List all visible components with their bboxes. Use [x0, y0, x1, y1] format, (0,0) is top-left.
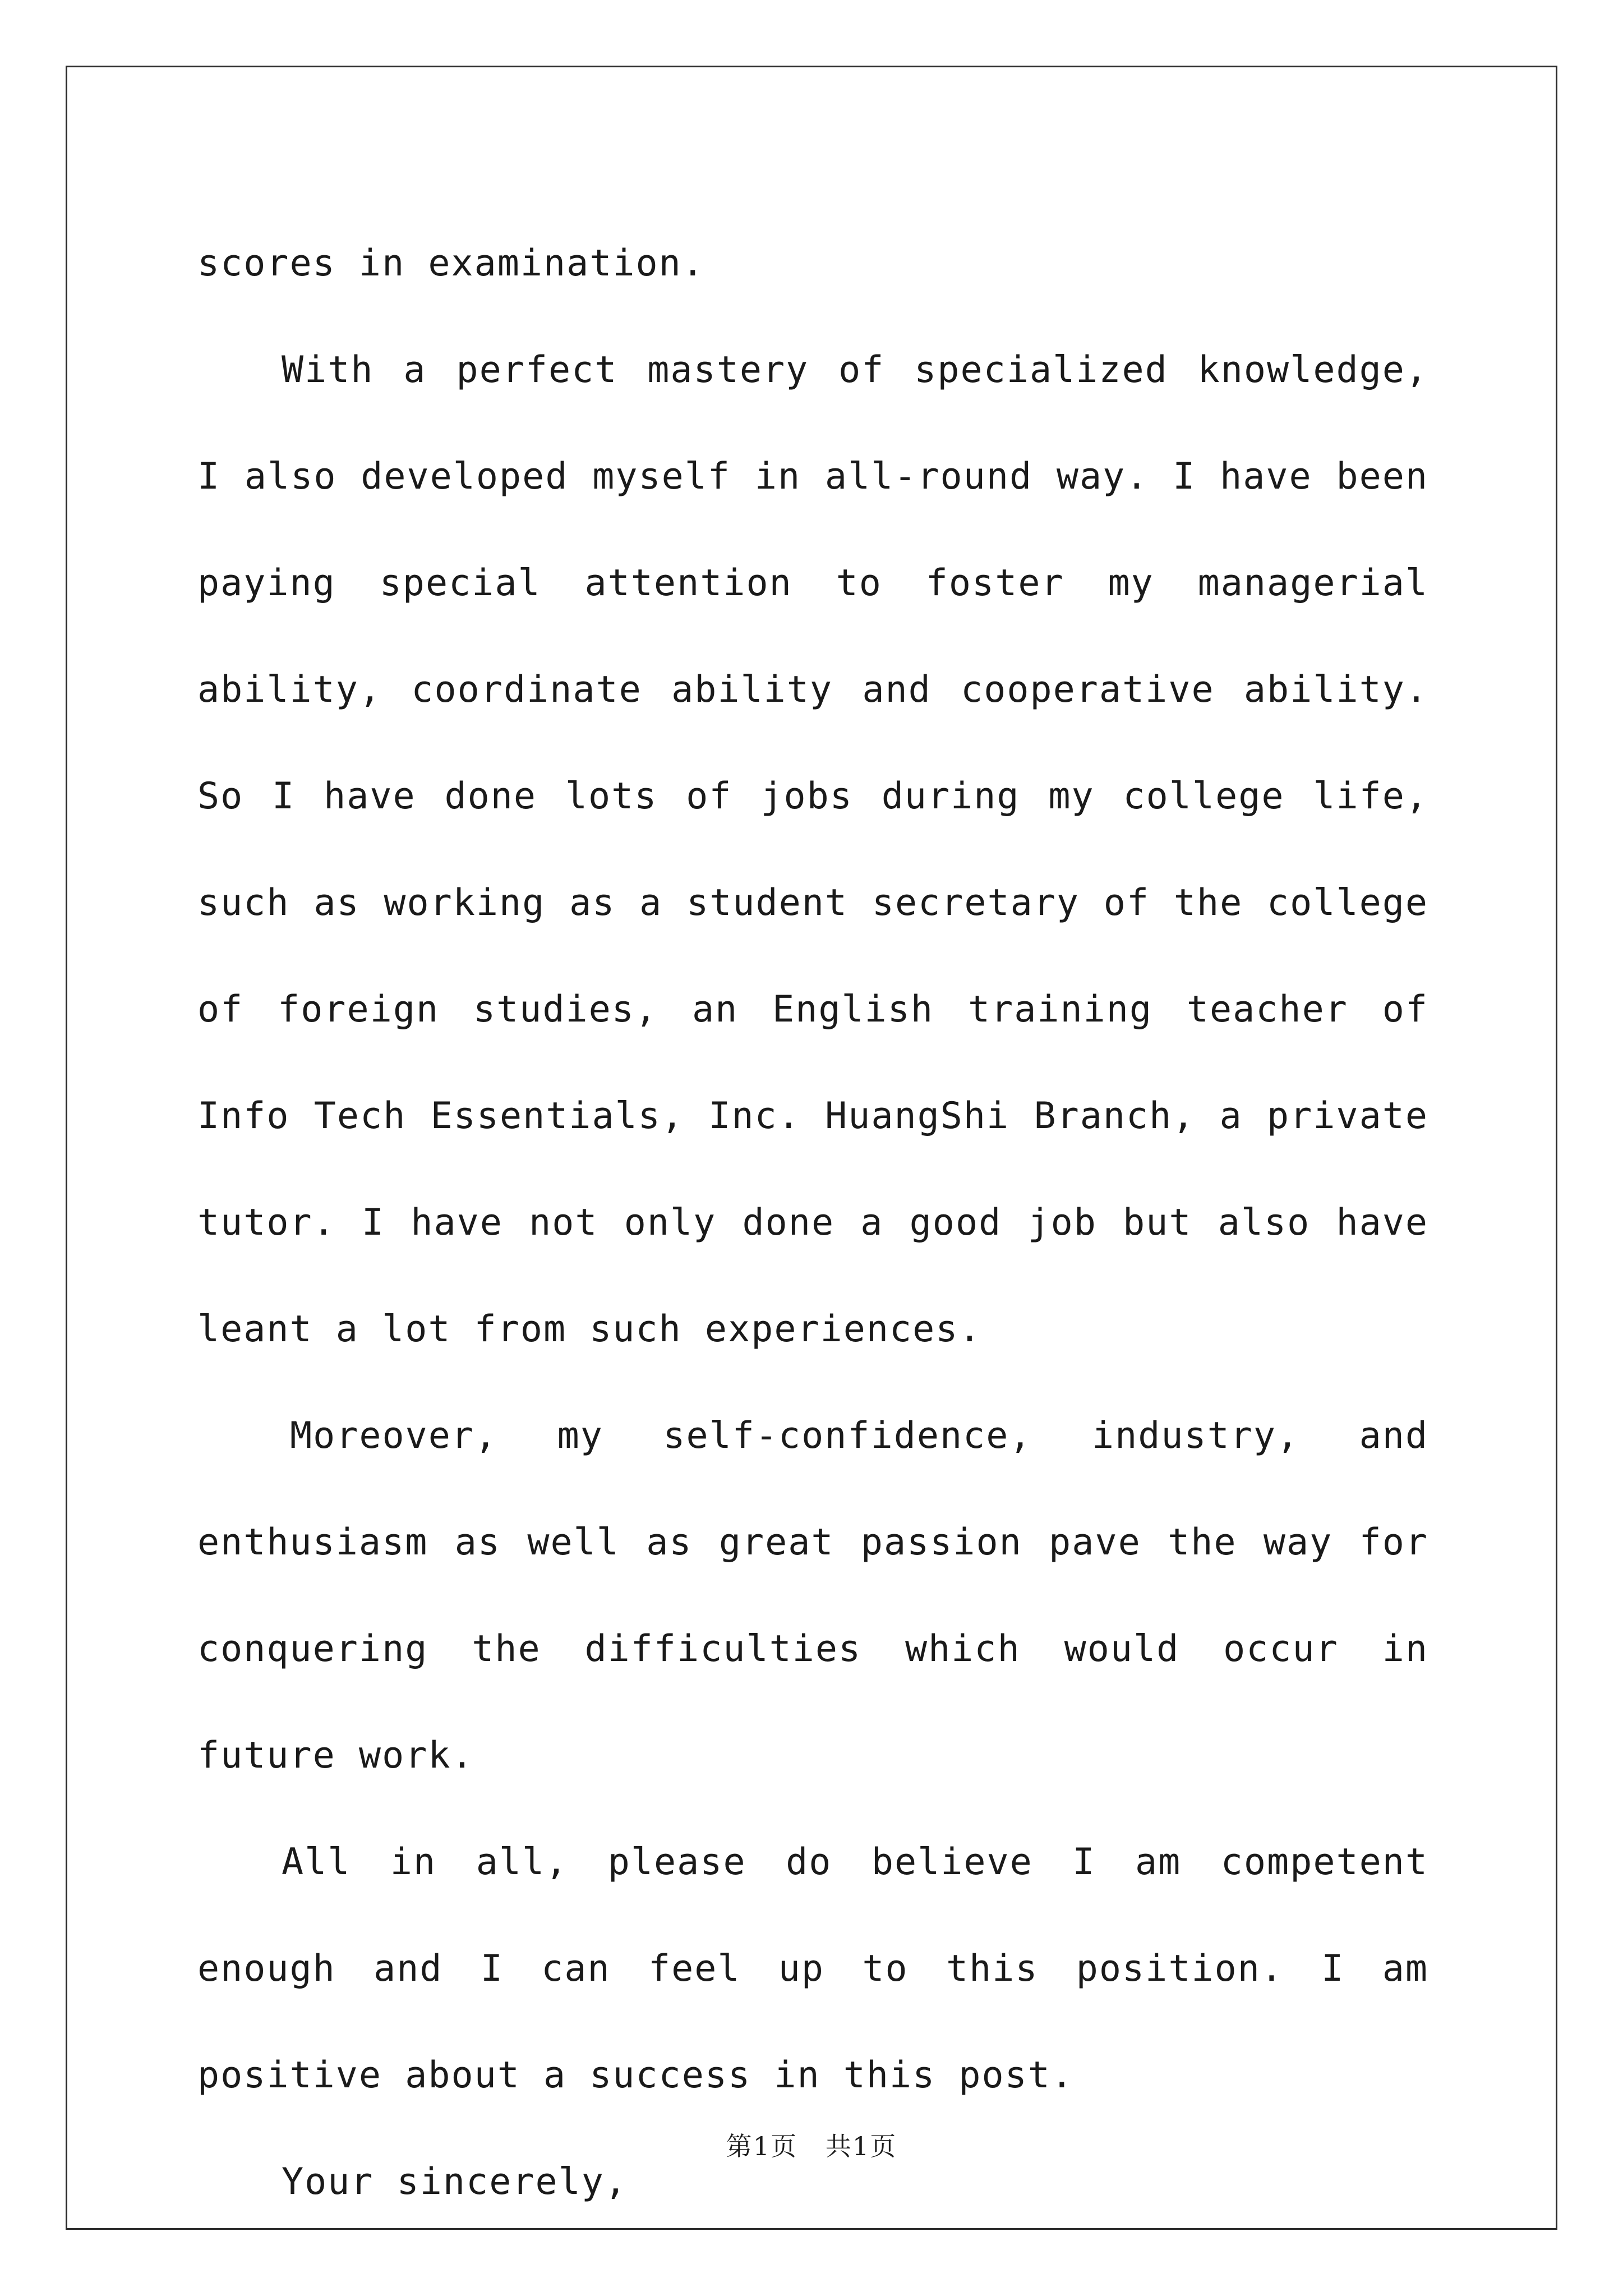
closing-salutation: Your sincerely, — [282, 2161, 628, 2203]
paragraph-character: Moreover, my self-confidence, industry, and enthusiasm as well as great passion pave the way for conquering the difficulties which would occur in future work. — [197, 1415, 1428, 1777]
paragraph-conclusion: All in all, please do believe I am competent enough and I can feel up to this position. I am positive about a success in this post. — [197, 1841, 1428, 2096]
page-number-footer: 第1页 共1页 — [726, 2131, 897, 2161]
paragraph-continuation: scores in examination. — [197, 242, 705, 284]
document-body — [197, 210, 1428, 2235]
paragraph-knowledge: With a perfect mastery of specialized knowledge, I also developed myself in all-round way. I have been paying special attention to foster my managerial ability, coordinate ability and cooperative ability. So I have done lots of jobs during my college life, such as working as a student secretary of the college of foreign studies, an English training teacher of Info Tech Essentials, Inc. HuangShi Branch, a private tutor. I have not only done a good job but also have leant a lot from such experiences. — [197, 349, 1428, 1350]
